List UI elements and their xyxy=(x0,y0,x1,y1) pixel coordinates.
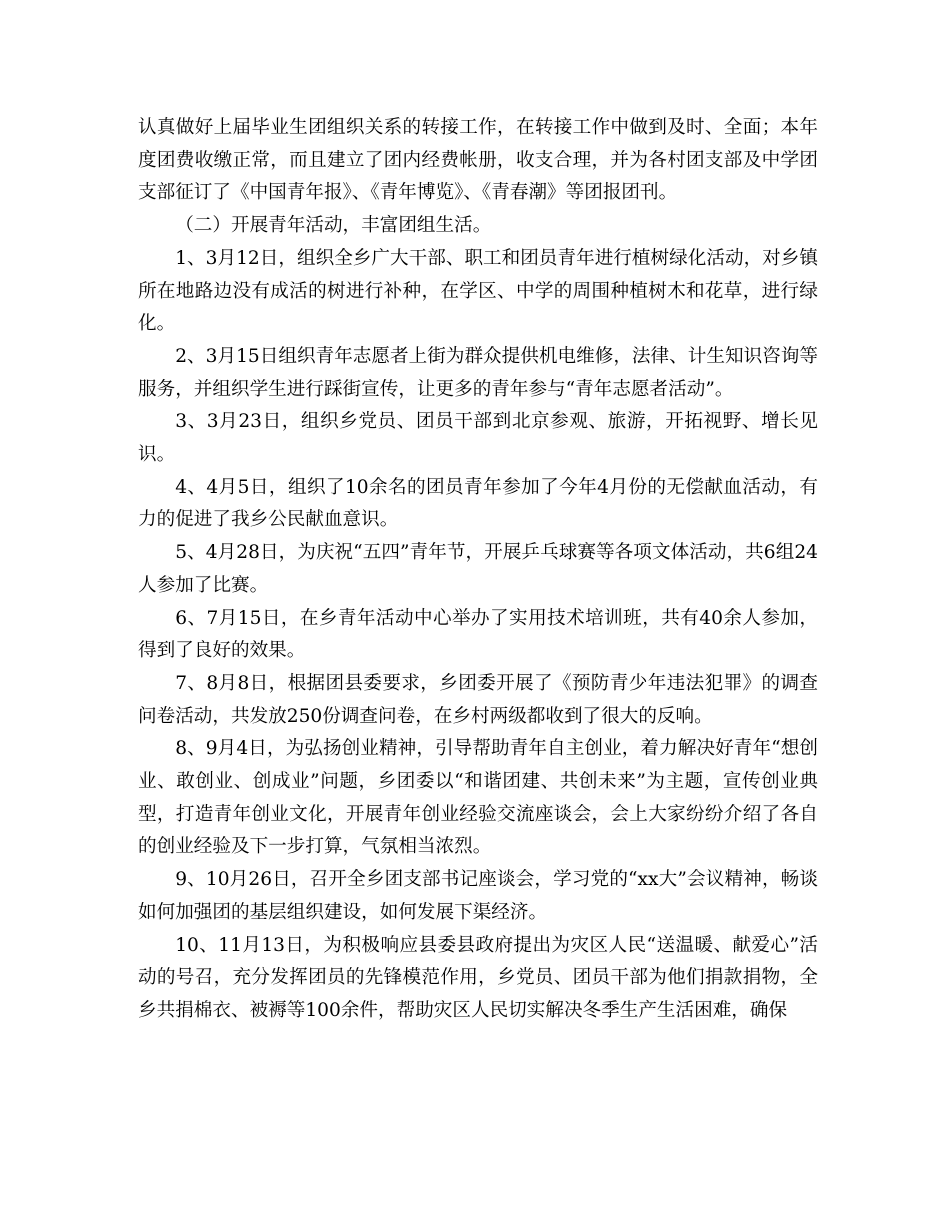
list-item-4: 4、4月5日，组织了10余名的团员青年参加了今年4月份的无偿献血活动，有力的促进了我乡公民献血意识。 xyxy=(138,476,818,531)
list-item-7: 7、8月8日，根据团县委要求，乡团委开展了《预防青少年违法犯罪》的调查问卷活动，共发放250份调查问卷，在乡村两级都收到了很大的反响。 xyxy=(138,672,818,727)
list-item-5: 5、4月28日，为庆祝“五四”青年节，开展乒乓球赛等各项文体活动，共6组24人参加了比赛。 xyxy=(138,542,818,596)
list-item-6: 6、7月15日，在乡青年活动中心举办了实用技术培训班，共有40余人参加，得到了良好的效果。 xyxy=(138,607,818,662)
list-item-9: 9、10月26日，召开全乡团支部书记座谈会，学习党的“xx大”会议精神，畅谈如何加强团的基层组织建设，如何发展下渠经济。 xyxy=(138,869,818,923)
section-heading: （二）开展青年活动，丰富团组生活。 xyxy=(175,215,492,237)
document-page xyxy=(138,112,818,1028)
list-item-8: 8、9月4日，为弘扬创业精神，引导帮助青年自主创业，着力解决好青年“想创业、敢创业、创成业”问题，乡团委以“和谐团建、共创未来”为主题，宣传创业典型，打造青年创业文化，开展青年创业经验交流座谈会，会上大家纷纷介绍了各自的创业经验及下一步打算，气氛相当浓烈。 xyxy=(138,738,818,858)
list-item-2: 2、3月15日组织青年志愿者上街为群众提供机电维修，法律、计生知识咨询等服务，并组织学生进行踩街宣传，让更多的青年参与“青年志愿者活动”。 xyxy=(138,345,818,400)
paragraph-continuation: 认真做好上届毕业生团组织关系的转接工作，在转接工作中做到及时、全面；本年度团费收缴正常，而且建立了团内经费帐册，收支合理，并为各村团支部及中学团支部征订了《中国青年报》、《青年博览》、《青春潮》等团报团刊。 xyxy=(138,117,818,204)
list-item-3: 3、3月23日，组织乡党员、团员干部到北京参观、旅游，开拓视野、增长见识。 xyxy=(138,411,818,466)
list-item-1: 1、3月12日，组织全乡广大干部、职工和团员青年进行植树绿化活动，对乡镇所在地路边没有成活的树进行补种，在学区、中学的周围种植树木和花草，进行绿化。 xyxy=(138,247,818,335)
list-item-10: 10、11月13日，为积极响应县委县政府提出为灾区人民“送温暖、献爱心”活动的号召，充分发挥团员的先锋模范作用，乡党员、团员干部为他们捐款捐物，全乡共捐棉衣、被褥等100余件，帮助灾区人民切实解决冬季生产生活困难，确保 xyxy=(138,934,818,1021)
